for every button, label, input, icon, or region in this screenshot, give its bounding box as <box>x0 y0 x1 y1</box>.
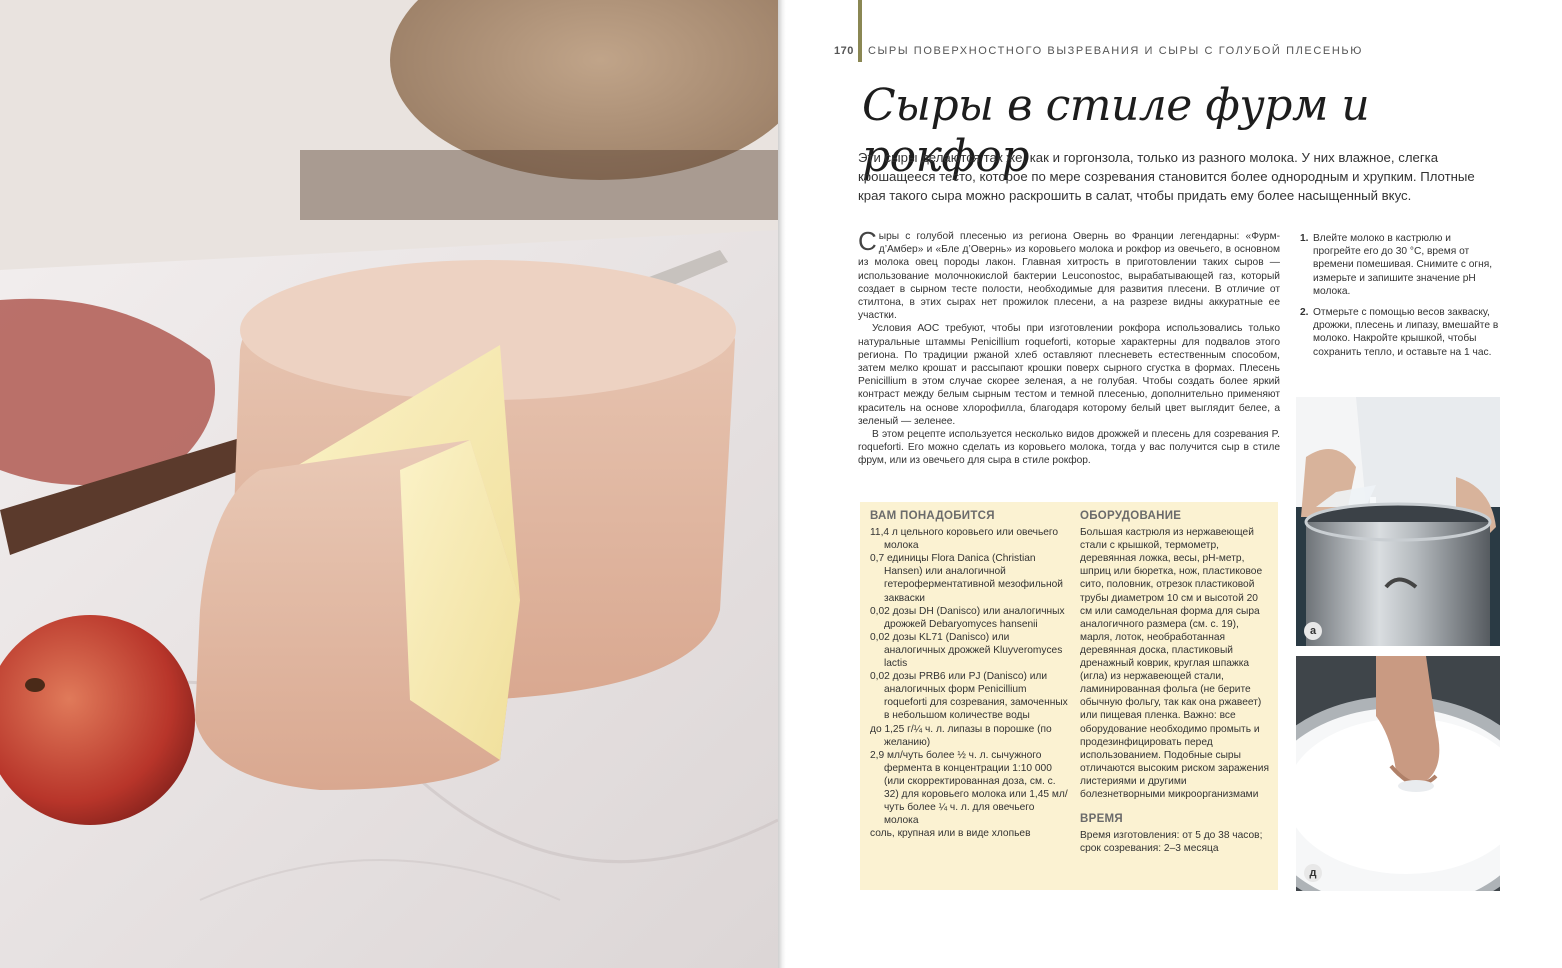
page-title: Сыры в стиле фурм и рокфор <box>862 80 1370 182</box>
ingredient-item: 2,9 мл/чуть более ½ ч. л. сычужного фермента в концентрации 1:10 000 (или скорректированная доза, см. с. 32) для коровьего молока или 1,45 мл/чуть более ¼ ч. л. для овечьего молока <box>870 749 1068 827</box>
lead-paragraph: Эти сыры делаются так же, как и горгонзола, только из разного молока. У них влажное, слегка крошащееся тесто, которое по мере созревания становится более однородным и хрупким. Плотные края такого сыра можно раскрошить в салат, чтобы придать ему более насыщенный вкус. <box>858 150 1475 203</box>
drop-cap: С <box>858 226 877 256</box>
running-head: СЫРЫ ПОВЕРХНОСТНОГО ВЫЗРЕВАНИЯ И СЫРЫ С ГОЛУБОЙ ПЛЕСЕНЬЮ <box>868 45 1363 57</box>
ingredient-item: 0,02 дозы PRB6 или PJ (Danisco) или аналогичных форм Penicillium roqueforti для созревания, замоченных в небольшом количестве воды <box>870 671 1068 722</box>
ingredient-item: 0,02 дозы DH (Danisco) или аналогичных дрожжей Debaryomyces hansenii <box>870 605 1065 630</box>
equipment-heading: ОБОРУДОВАНИЕ <box>1080 510 1182 522</box>
book-gutter <box>778 0 786 968</box>
step-item: 1. Влейте молоко в кастрюлю и прогрейте его до 30 °С, время от времени помешивая. Снимите с огня, измерьте и запишите значение pH молока. <box>1300 233 1493 297</box>
photo-label-d: д <box>1304 864 1322 882</box>
cheese-illustration <box>0 0 778 968</box>
pouring-milk-illustration <box>1296 397 1500 646</box>
equipment-column <box>1080 510 1270 855</box>
photo-label-a: а <box>1304 622 1322 640</box>
body-text <box>858 226 1280 468</box>
right-page <box>786 0 1562 968</box>
body-paragraph-1: Сыры с голубой плесенью из региона Овернь во Франции легендарны: «Фурм-д’Амбер» и «Бле д’Овернь» из коровьего молока и рокфор из овечьего, в основном из молока овец породы лакон. Главная хитрость в приготовлении таких сыров — использование молочнокислой бактерии Leuconostoc, вырабатывающей газ, который создает в сырном тесте полости, необходимые для развития плесени. В отличие от стилтона, в этих сырах нет прожилок плесени, а на разрезе видны аккуратные ее участки. <box>858 226 1280 322</box>
ingredient-item: до 1,25 г/¼ ч. л. липазы в порошке (по желанию) <box>870 723 1052 748</box>
header-rule <box>858 0 862 62</box>
ingredient-item: 0,7 единицы Flora Danica (Christian Hansen) или аналогичной гетероферментативной мезофильной закваски <box>870 553 1063 604</box>
time-text: Время изготовления: от 5 до 38 часов; срок созревания: 2–3 месяца <box>1080 830 1263 855</box>
stirring-milk-illustration <box>1296 656 1500 891</box>
equipment-text: Большая кастрюля из нержавеющей стали с крышкой, термометр, деревянная ложка, весы, pH-метр, шприц или бюретка, нож, пластиковое сито, половник, отрезок пластиковой трубы диаметром 10 см и высотой 20 см или самодельная форма для сыра аналогичного размера (см. с. 19), марля, лоток, необработанная деревянная доска, пластиковый дренажный коврик, круглая шпажка (игла) из нержавеющей стали, ламинированная фольга (не берите обычную фольгу, так как она ржавеет) или пищевая пленка. Важно: все оборудование необходимо промыть и продезинфицировать перед использованием. Подобные сыры отличаются высоким риском заражения листериями и другими болезнетворными микроорганизмами <box>1080 527 1269 800</box>
steps-list <box>1300 232 1500 367</box>
ingredient-item: соль, крупная или в виде хлопьев <box>870 828 1031 840</box>
time-heading: ВРЕМЯ <box>1080 813 1123 826</box>
ingredient-item: 11,4 л цельного коровьего или овечьего молока <box>870 527 1059 552</box>
body-paragraph-2: Условия АОС требуют, чтобы при изготовлении рокфора использовались только натуральные штаммы Penicillium roqueforti, которые характерны для подвалов этого региона. По традиции ржаной хлеб оставляют плесневеть естественным способом, затем мелко крошат и рассыпают крошки поверх сырного сгустка в формах. Плесень Penicillium в этом случае скорее зеленая, а не голубая. Чтобы создать более яркий контраст между белым сырным тестом и темной плесенью, дополнительно применяют краситель на основе хлорофилла, благодаря которому белый цвет выглядит белее, а зеленый — зеленее. <box>858 323 1280 427</box>
body-paragraph-3: В этом рецепте используется несколько видов дрожжей и плесень для созревания P. roqueforti. Его можно сделать из коровьего молока, тогда у вас получится сыр в стиле фрум, или из овечьего для сыра в стиле рокфор. <box>858 429 1280 467</box>
cheese-photo <box>0 0 778 968</box>
ingredients-column <box>870 510 1070 840</box>
photo-a-pouring-milk <box>1296 397 1500 646</box>
ingredients-box <box>860 502 1278 890</box>
page-number: 170 <box>834 45 854 57</box>
photo-d-stirring-milk <box>1296 656 1500 891</box>
ingredient-item: 0,02 дозы KL71 (Danisco) или аналогичных дрожжей Kluyveromyces lactis <box>870 631 1063 670</box>
step-item: 2. Отмерьте с помощью весов закваску, дрожжи, плесень и липазу, вмешайте в молоко. Накройте крышкой, чтобы сохранить тепло, и оставьте на 1 час. <box>1300 307 1499 358</box>
ingredients-heading: ВАМ ПОНАДОБИТСЯ <box>870 510 995 522</box>
